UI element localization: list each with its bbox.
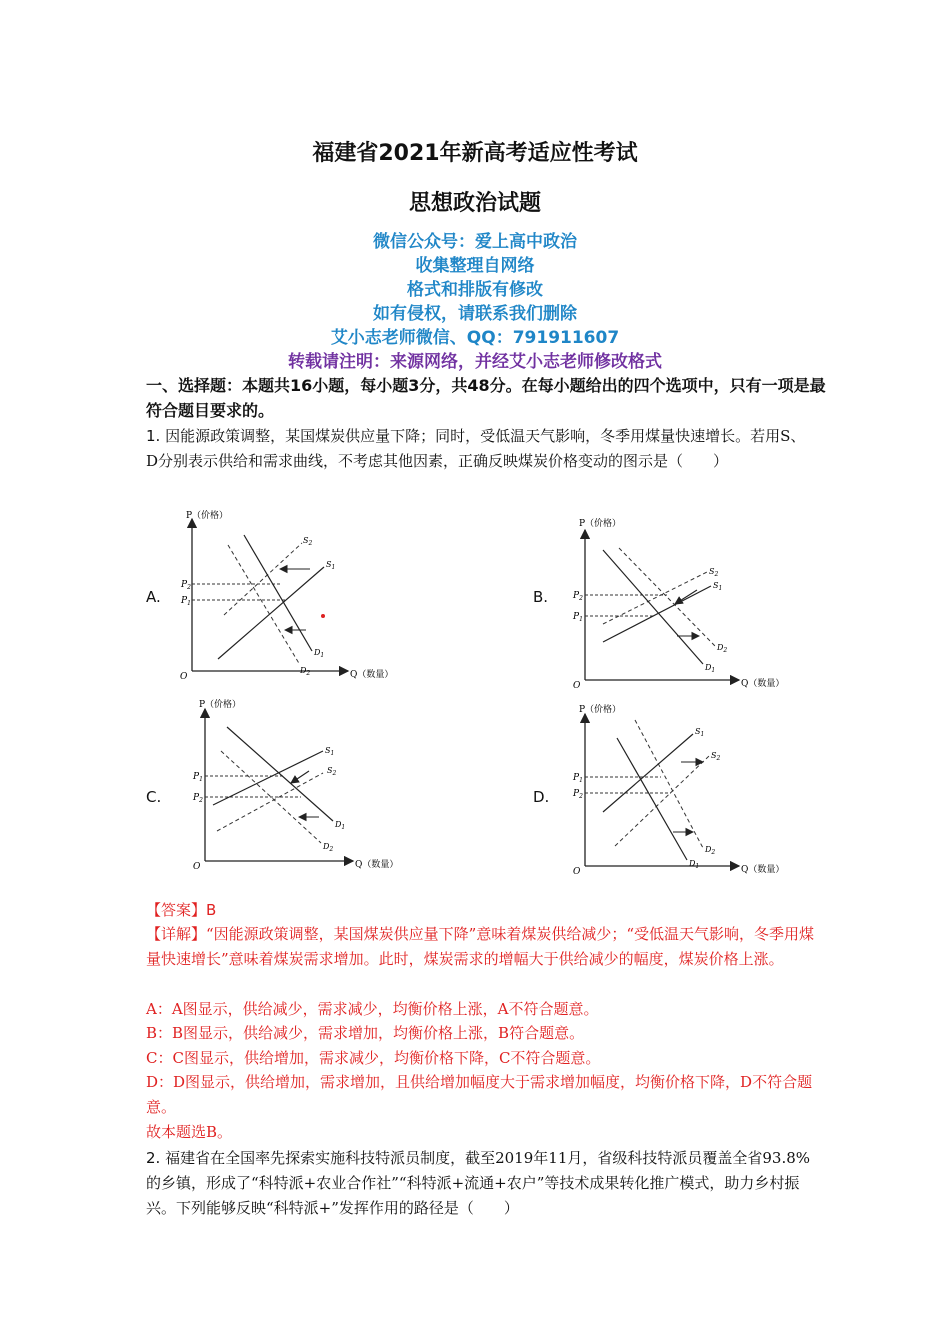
answer-detail: 【详解】“因能源政策调整，某国煤炭供应量下降”意味着煤炭供给减少；“受低温天气影响，冬季用煤量快速增长”意味着煤炭需求增加。此时，煤炭需求的增幅大于供给减少的幅度，煤炭价格上涨。	[146, 925, 815, 968]
d1-line	[244, 535, 312, 651]
option-c-label: C.	[146, 788, 162, 806]
d2-line	[228, 545, 300, 665]
d2-label: $D_2$	[717, 643, 728, 654]
p1-label: $P_1$	[181, 596, 191, 607]
option-b-label: B.	[533, 588, 549, 606]
graph-a	[172, 505, 404, 687]
p2-label: $P_2$	[573, 591, 583, 602]
notice-line: 格式和排版有修改	[407, 280, 543, 300]
s2-line	[603, 572, 707, 624]
s2-label: $S_2$	[327, 766, 337, 777]
d2-label: $D_2$	[705, 845, 716, 856]
shift-arrow	[675, 590, 697, 604]
option-a-label: A.	[146, 588, 161, 606]
s2-label: $S_2$	[711, 751, 721, 762]
notice-line: 如有侵权，请联系我们删除	[373, 304, 577, 324]
origin-label: O	[573, 681, 581, 691]
graph-d	[563, 700, 791, 878]
question-number: 1.	[146, 427, 161, 445]
x-axis-label: Q（数量）	[741, 865, 785, 875]
answer-line-d: D：D图显示，供给增加，需求增加，且供给增加幅度大于需求增加幅度，均衡价格下降，D不符合题意。	[146, 1073, 813, 1116]
x-axis-label: Q（数量）	[355, 860, 399, 870]
s1-line	[603, 734, 693, 812]
notice-line: 艾小志老师微信、QQ：791911607	[330, 328, 620, 348]
question-text: 因能源政策调整，某国煤炭供应量下降；同时，受低温天气影响，冬季用煤量快速增长。若用S、D分别表示供给和需求曲线，不考虑其他因素，正确反映煤炭价格变动的图示是（ ）	[146, 427, 806, 470]
d2-label: $D_2$	[323, 842, 334, 853]
notice-line: 转载请注明：来源网络，并经艾小志老师修改格式	[288, 352, 662, 372]
p1-label: $P_1$	[573, 612, 583, 623]
s1-label: $S_1$	[325, 746, 335, 757]
origin-label: O	[193, 862, 201, 872]
x-axis-label: Q（数量）	[741, 679, 785, 689]
d1-line	[603, 550, 703, 664]
graph-c	[183, 693, 405, 873]
s2-line	[217, 773, 323, 831]
red-dot	[321, 614, 325, 618]
d1-label: $D_1$	[335, 820, 346, 831]
exam-title: 福建省2021年新高考适应性考试	[312, 141, 638, 166]
answer-conclusion: 故本题选B。	[146, 1123, 233, 1141]
answer-line-a: A：A图显示，供给减少，需求减少，均衡价格上涨，A不符合题意。	[146, 1000, 599, 1018]
question-number: 2.	[146, 1149, 161, 1167]
p1-label: $P_1$	[573, 773, 583, 784]
answer-line-b: B：B图显示，供给减少，需求增加，均衡价格上涨，B符合题意。	[146, 1024, 585, 1042]
notice-line: 微信公众号：爱上高中政治	[373, 232, 577, 252]
s1-label: $S_1$	[695, 727, 705, 738]
option-d-label: D.	[533, 788, 550, 806]
s2-label: $S_2$	[303, 536, 313, 547]
section-heading: 一、选择题：本题共16小题，每小题3分，共48分。在每小题给出的四个选项中，只有一项是最符合题目要求的。	[146, 376, 826, 420]
d2-line	[619, 548, 715, 646]
x-axis-label: Q（数量）	[350, 670, 394, 680]
p2-label: $P_2$	[573, 789, 583, 800]
notice-line: 收集整理自网络	[415, 256, 535, 276]
s1-label: $S_1$	[713, 581, 723, 592]
graph-b	[563, 512, 791, 692]
s2-line	[224, 543, 302, 615]
s2-label: $S_2$	[709, 567, 719, 578]
answer-line-c: C：C图显示，供给增加，需求减少，均衡价格下降，C不符合题意。	[146, 1049, 601, 1067]
shift-arrow	[291, 771, 309, 783]
d1-label: $D_1$	[689, 859, 700, 870]
p2-label: $P_2$	[193, 793, 203, 804]
p1-label: $P_1$	[193, 772, 203, 783]
y-axis-label: P（价格）	[199, 700, 242, 710]
question-text: 福建省在全国率先探索实施科技特派员制度，截至2019年11月，省级科技特派员覆盖全省93.8%的乡镇，形成了“科特派+农业合作社”“科特派+流通+农户”等技术成果转化推广模式，助力乡村振兴。下列能够反映“科特派+”发挥作用的路径是（ ）	[146, 1149, 811, 1217]
p2-label: $P_2$	[181, 580, 191, 591]
question-2	[146, 1146, 814, 1221]
d1-line	[227, 727, 333, 821]
y-axis-label: P（价格）	[186, 511, 229, 521]
question-1	[146, 424, 814, 474]
y-axis-label: P（价格）	[579, 705, 622, 715]
exam-subtitle: 思想政治试题	[408, 191, 541, 216]
d1-line	[617, 738, 687, 860]
y-axis-label: P（价格）	[579, 519, 622, 529]
answer-label: 【答案】B	[146, 901, 217, 919]
origin-label: O	[180, 672, 188, 682]
d1-label: $D_1$	[705, 663, 716, 674]
d1-label: $D_1$	[314, 648, 325, 659]
d2-label: $D_2$	[300, 666, 311, 677]
s1-line	[603, 586, 711, 642]
s1-label: $S_1$	[326, 560, 336, 571]
origin-label: O	[573, 867, 581, 877]
